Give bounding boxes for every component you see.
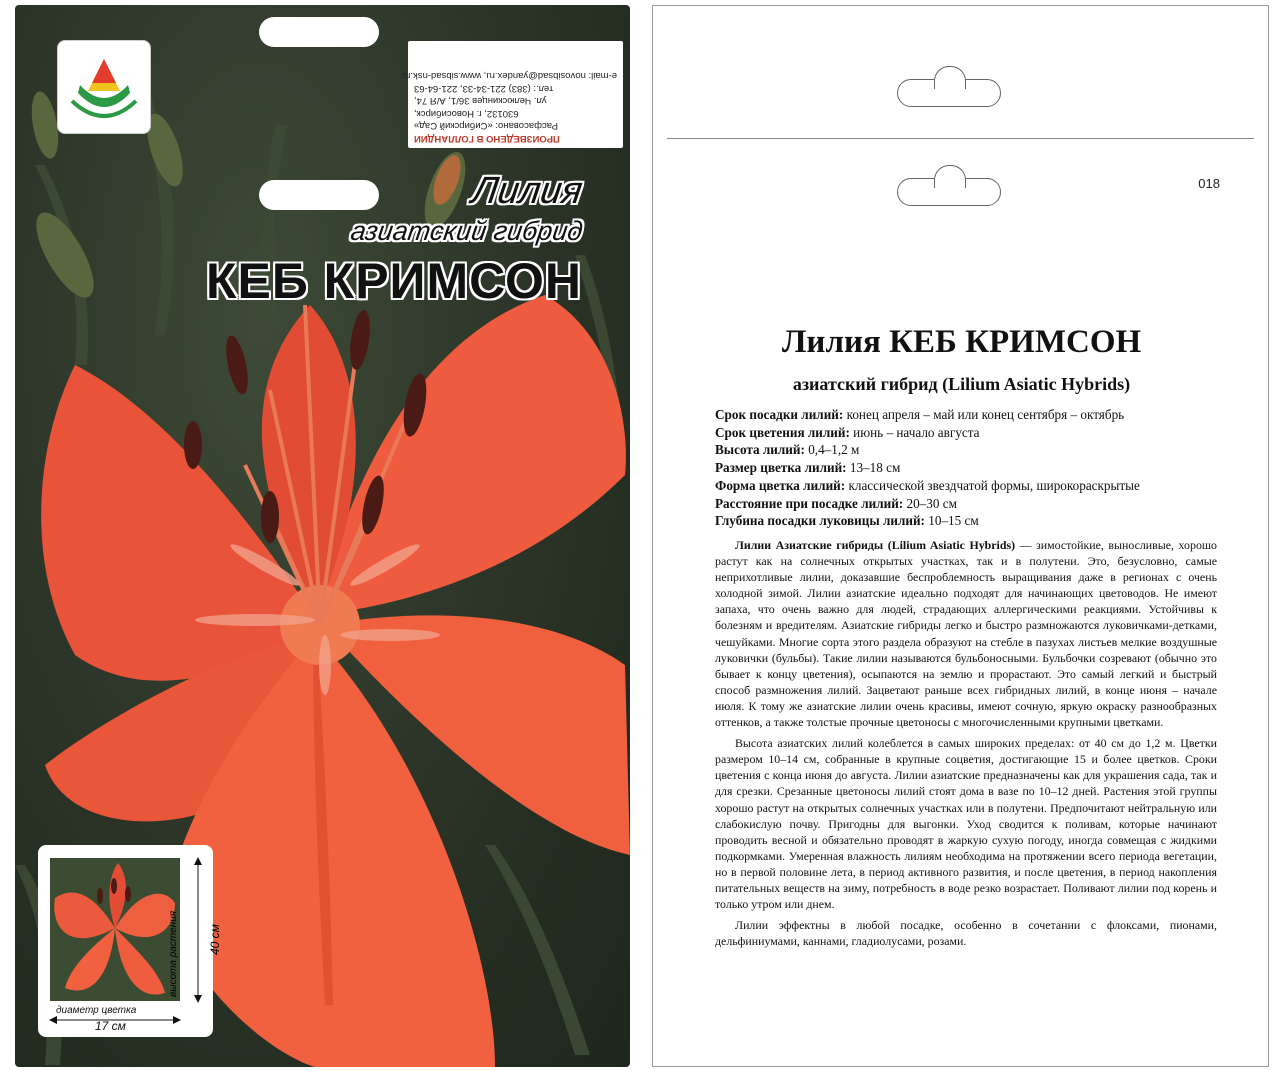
brand-logo-icon [58,41,150,133]
hang-hole-bottom [897,178,1001,206]
diameter-value: 17 см [95,1019,126,1033]
hang-hole-bottom [259,180,379,210]
brand-logo [57,40,151,134]
height-value-block [208,905,222,955]
seed-packet-front [15,5,630,1067]
spec-row: Срок посадки лилий: конец апреля – май или конец сентября – октябрь [715,407,1125,422]
height-label-block [166,865,186,1005]
description [715,537,1217,954]
web-line: e-mail: novosibsad@yandex.ru, www.sibsad-nsk.ru [401,70,617,82]
description-paragraph-1: Лилии Азиатские гибриды (Lilium Asiatic Hybrids) — зимостойкие, выносливые, хорошо растут как на солнечных открытых участках, так и в полутени. Это, безусловно, самые неприхотливые лилии, доказавшие беспроблемность выращивания даже в регионах с очень холодной зимой. Лилии азиатские идеально подходят для начинающих цветоводов. Не имеют запаха, что очень важно для людей, страдающих аллергическими реакциями. Устойчивы к болезням и вредителям. Азиатские гибриды легко и быстро размножаются луковичками-детками, чешуйками. Многие сорта этого раздела образуют на стебле в пазухах листьев мелкие воздушные луковички (бульбы). Такие лилии называются бульбоносными. Бульбочки созревают (обычно это бывает к концу цветения), осыпаются на землю и прорастают. Это самый легкий и быстрый способ размножения лилий. Зацветают раньше всех гибридных лилий, в конце июня – начале июля. К тому же азиатские лилии очень красивы, имеют сочную, яркую окраску разнообразных оттенков, а также толстые прочные цветоносы с многочисленными крупными цветками. [715,538,1217,730]
fold-line [667,138,1254,139]
packed-by: Расфасовано: «Сибирский Сад» [414,120,559,132]
height-value: 40 см [208,924,222,955]
description-paragraph-2: Высота азиатских лилий колеблется в самых широких пределах: от 40 см до 1,2 м. Цветки размером 10–14 см, собранные в крупные соцветия, достигающие 15 и более цветков. Сроки цветения с конца июня до августа. Лилии азиатские предназначены как для украшения сада, так и для срезки. Срезанные цветоносы лилий стоят дома в вазе по 10–12 дней. Растения этой группы хорошо растут на открытых солнечных участках или в полутени. Предпочитают нейтральную или слабокислую почву. Пригодны для выгонки. Уход сводится к поливам, которые начинают проводить весной и обязательно проводят в жаркую сухую погоду, иногда совмещая с жидкими подкормками. Умеренная влажность лилиям необходима на протяжении всего периода вегетации, но в первой половине лета, в период активного развития, и после цветения, в период накопления питательных веществ на зиму, потребность в воде резко возрастает. Поливают лилии под корень и только утром или днем. [715,736,1217,912]
contact-block [401,41,623,148]
seed-packet-back [652,5,1269,1067]
back-title: Лилия КЕБ КРИМСОН [781,324,1142,360]
back-subtitle: азиатский гибрид (Lilium Asiatic Hybrids) [792,374,1131,394]
address-line: 630132, г. Новосибирск, [414,108,519,119]
spec-row: Срок цветения лилий: июнь – начало августа [715,424,980,440]
diameter-label: диаметр цветка [56,1005,137,1016]
product-code: 018 [1198,176,1220,191]
description-paragraph-3: Лилии эффектны в любой посадке, особенно в сочетании с флоксами, пионами, дельфиниумами, каннами, гладиолусами, розами. [715,918,1217,949]
spec-row: Глубина посадки луковицы лилий: 10–15 см [715,513,979,529]
height-label: высота растения [168,910,179,997]
spec-row: Высота лилий: 0,4–1,2 м [715,442,860,458]
spec-row: Размер цветка лилий: 13–18 см [715,460,901,476]
description-lead: Лилии Азиатские гибриды (Lilium Asiatic Hybrids) [735,538,1016,552]
hang-hole-top [897,79,1001,107]
hang-hole-top [259,17,379,47]
phone-line: тел.: (383) 221-34-33, 221-64-63 [414,83,554,94]
front-title-variety: КЕБ КРИМСОН [205,253,582,309]
spec-row: Форма цветка лилий: классической звездчатой формы, широкораскрытые [715,477,1140,493]
specs-list [715,406,1140,530]
made-in-label: ПРОИЗВЕДЕНО В ГОЛЛАНДИИ [414,133,560,144]
size-inset [38,845,222,1037]
street-line: ул. Челюскинцев 36/1, А/Я 74, [414,95,547,107]
front-title-lily: Лилия [469,170,586,212]
spec-row: Расстояние при посадке лилий: 20–30 см [715,495,957,511]
front-title-hybrid: азиатский гибрид [348,216,585,246]
